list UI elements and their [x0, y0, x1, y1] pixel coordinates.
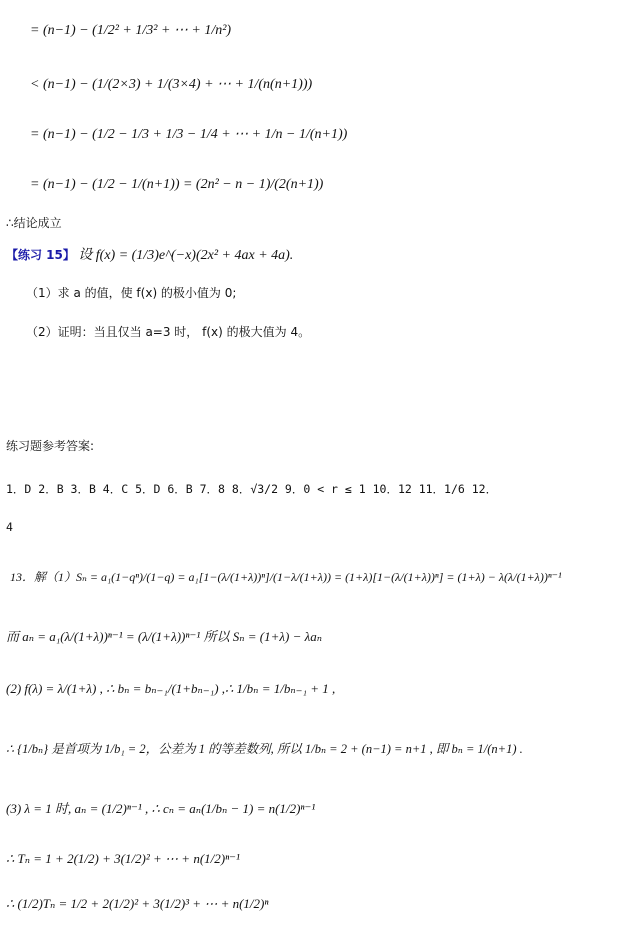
exercise-15-label: 【练习 15】 [6, 248, 75, 262]
q13-part-3: (3) λ = 1 时, aₙ = (1/2)ⁿ⁻¹ , ∴ cₙ = aₙ(1/bₙ − 1) = n(1/2)ⁿ⁻¹ [6, 801, 316, 816]
q13-half-Tn: ∴ (1/2)Tₙ = 1/2 + 2(1/2)² + 3(1/2)³ + ⋯ + n(1/2)ⁿ [6, 896, 269, 911]
proof-line-4: = (n−1) − (1/2 − 1/(n+1)) = (2n² − n − 1)/(2(n+1)) [30, 177, 324, 192]
proof-line-3: = (n−1) − (1/2 − 1/3 + 1/3 − 1/4 + ⋯ + 1/n − 1/(n+1)) [30, 127, 348, 142]
q13-part-2: (2) f(λ) = λ/(1+λ) , ∴ bₙ = bₙ₋₁/(1+bₙ₋₁) ,∴ 1/bₙ = 1/bₙ₋₁ + 1 , [6, 681, 336, 696]
proof-line-1: = (n−1) − (1/2² + 1/3² + ⋯ + 1/n²) [30, 23, 232, 38]
answers-row-continuation: 4 [6, 520, 13, 534]
q13-sum-Tn: ∴ Tₙ = 1 + 2(1/2) + 3(1/2)² + ⋯ + n(1/2)ⁿ⁻¹ [6, 851, 240, 866]
answers-row: 1．D 2．B 3．B 4．C 5．D 6．B 7．8 8．√3/2 9．0 < r ≤ 1 10．12 11．1/6 12． [6, 482, 498, 496]
q13-part-1-conclusion: 而 aₙ = a₁(λ/(1+λ))ⁿ⁻¹ = (λ/(1+λ))ⁿ⁻¹ 所以 Sₙ = (1+λ) − λaₙ [6, 629, 322, 644]
exercise-15-question-1: （1）求 a 的值，使 f(x) 的极小值为 0; [26, 286, 237, 300]
answers-heading: 练习题参考答案: [6, 439, 95, 453]
exercise-15-formula: 设 f(x) = (1/3)e^(−x)(2x² + 4ax + 4a). [78, 248, 294, 263]
proof-line-2: < (n−1) − (1/(2×3) + 1/(3×4) + ⋯ + 1/(n(n+1))) [30, 77, 313, 92]
proof-conclusion: ∴结论成立 [6, 216, 62, 230]
q13-part-2-conclusion: ∴ {1/bₙ} 是首项为 1/b₁ = 2，公差为 1 的等差数列, 所以 1/bₙ = 2 + (n−1) = n+1 , 即 bₙ = 1/(n+1) . [6, 742, 523, 756]
exercise-15-question-2: （2）证明：当且仅当 a=3 时， f(x) 的极大值为 4。 [26, 325, 311, 339]
exercise-15-stem [6, 246, 293, 265]
q13-part-1: 13．解（1）Sₙ = a₁(1−qⁿ)/(1−q) = a₁[1−(λ/(1+λ))ⁿ]/(1−λ/(1+λ)) = (1+λ)[1−(λ/(1+λ))ⁿ] = (1+λ) − λ(λ/(1+λ))ⁿ⁻¹ [10, 570, 562, 584]
